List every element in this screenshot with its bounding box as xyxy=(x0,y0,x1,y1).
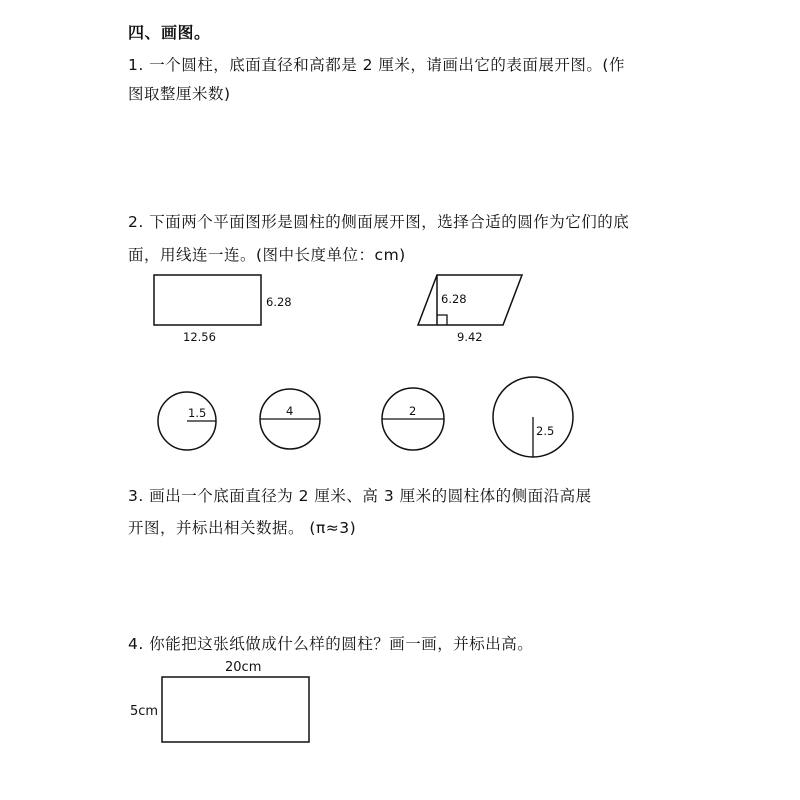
q1-line1: 1. 一个圆柱，底面直径和高都是 2 厘米，请画出它的表面展开图。(作 xyxy=(128,56,625,74)
paper-height-label: 5cm xyxy=(130,704,159,719)
q4-line1: 4. 你能把这张纸做成什么样的圆柱？画一画，并标出高。 xyxy=(128,635,534,653)
circle-label-4: 4 xyxy=(286,404,294,418)
q2-line2: 面，用线连一连。(图中长度单位：cm) xyxy=(128,246,406,264)
circle-label-2-5: 2.5 xyxy=(536,424,555,438)
right-angle-mark xyxy=(437,315,447,325)
para-height-label: 6.28 xyxy=(441,292,467,306)
circle-label-2: 2 xyxy=(409,404,417,418)
paper-width-label: 20cm xyxy=(225,660,262,675)
para-base-label: 9.42 xyxy=(457,330,483,344)
rectangle-shape xyxy=(154,275,261,325)
rect-width-label: 12.56 xyxy=(183,330,216,344)
q3-line1: 3. 画出一个底面直径为 2 厘米、高 3 厘米的圆柱体的侧面沿高展 xyxy=(128,487,592,505)
paper-rectangle xyxy=(162,677,309,742)
q3-line2: 开图，并标出相关数据。 (π≈3) xyxy=(128,519,357,537)
q2-line1: 2. 下面两个平面图形是圆柱的侧面展开图，选择合适的圆作为它们的底 xyxy=(128,213,630,231)
parallelogram-shape xyxy=(418,275,522,325)
circle-label-1-5: 1.5 xyxy=(188,406,207,420)
section-heading: 四、画图。 xyxy=(128,23,211,42)
rect-height-label: 6.28 xyxy=(266,295,292,309)
q1-line2: 图取整厘米数) xyxy=(128,85,231,103)
